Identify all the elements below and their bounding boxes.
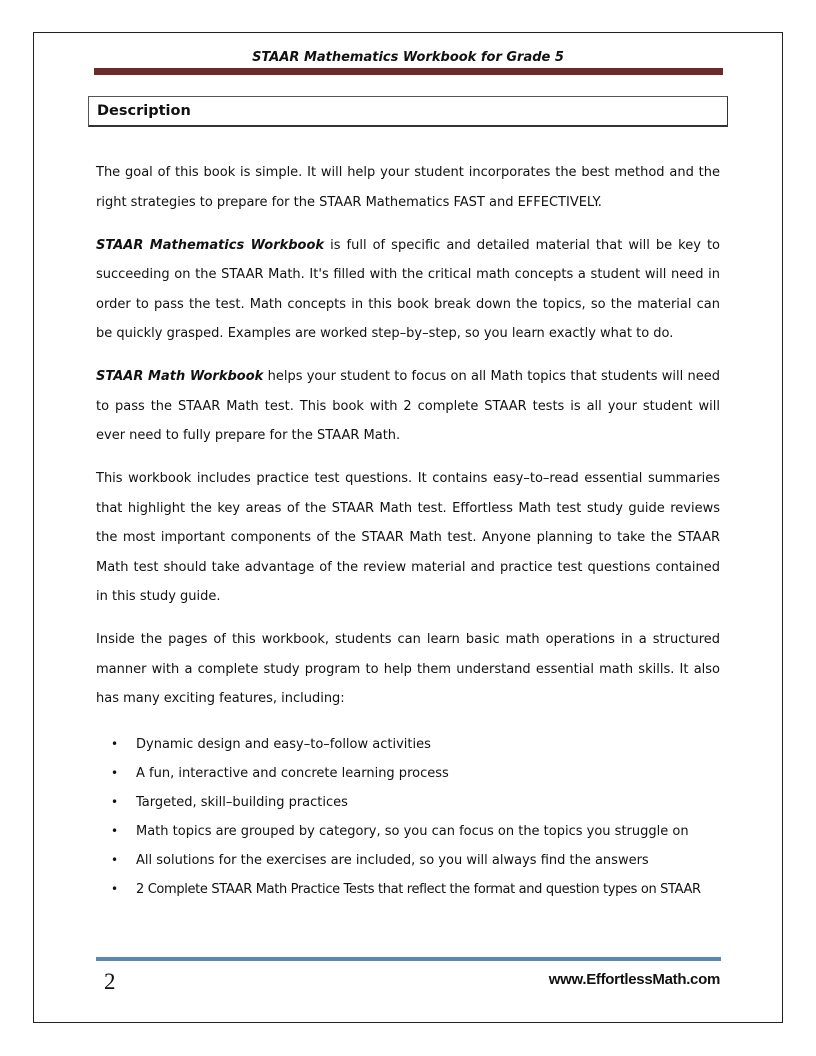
header-rule	[94, 68, 723, 75]
paragraph-intro: The goal of this book is simple. It will help your student incorporates the best method and the right strategies to prepare for the STAAR Mathematics FAST and EFFECTIVELY.	[96, 165, 720, 210]
feature-list	[96, 730, 720, 904]
list-item-text: Math topics are grouped by category, so you can focus on the topics you struggle on	[136, 823, 689, 839]
paragraph-practice-questions: This workbook includes practice test questions. It contains easy–to–read essential summaries that highlight the key areas of the STAAR Math test. Effortless Math test study guide reviews the most important components of the STAAR Math test. Anyone planning to take the STAAR Math test should take advantage of the review material and practice test questions contained in this study guide.	[96, 471, 720, 604]
list-item-text: Targeted, skill–building practices	[136, 794, 348, 810]
list-item	[96, 875, 720, 904]
list-item-text: 2 Complete STAAR Math Practice Tests that reflect the format and question types on STAAR	[136, 881, 701, 897]
list-item-text: A fun, interactive and concrete learning process	[136, 765, 449, 781]
list-item	[96, 846, 720, 875]
page-number: 2	[104, 969, 116, 994]
list-item	[96, 730, 720, 759]
list-item	[96, 759, 720, 788]
bullet-icon: •	[111, 823, 119, 838]
section-title: Description	[97, 103, 191, 119]
emphasis-math-workbook: STAAR Math Workbook	[96, 369, 264, 384]
section-heading-box	[88, 96, 728, 127]
bullet-icon: •	[111, 736, 119, 751]
bullet-icon: •	[111, 794, 119, 809]
paragraph-text: helps your student to focus on all Math topics that students will need to pass the STAAR Math test. This book with 2 complete STAAR tests is all your student will ever need to fully prepare for the STAAR Math.	[96, 369, 721, 443]
paragraph-workbook-overview	[96, 231, 720, 349]
header-title: STAAR Mathematics Workbook for Grade 5	[252, 50, 564, 65]
website-link[interactable]: www.EffortlessMath.com	[548, 971, 720, 988]
paragraph-math-workbook	[96, 362, 720, 451]
bullet-icon: •	[111, 852, 119, 867]
list-item	[96, 817, 720, 846]
description-body	[96, 158, 720, 904]
list-item-text: Dynamic design and easy–to–follow activities	[136, 736, 431, 752]
list-item	[96, 788, 720, 817]
paragraph-text: is full of specific and detailed material that will be key to succeeding on the STAAR Math. It's filled with the critical math concepts a student will need in order to pass the test. Math concepts in this book break down the topics, so the material can be quickly grasped. Examples are worked step–by–step, so you learn exactly what to do.	[96, 237, 721, 341]
footer-rule	[96, 957, 721, 961]
bullet-icon: •	[111, 765, 119, 780]
list-item-text: All solutions for the exercises are included, so you will always find the answers	[136, 852, 649, 868]
paragraph-features-intro: Inside the pages of this workbook, students can learn basic math operations in a structured manner with a complete study program to help them understand essential math skills. It also has many exciting features, including:	[96, 632, 720, 706]
emphasis-workbook-title: STAAR Mathematics Workbook	[96, 237, 325, 253]
bullet-icon: •	[111, 881, 118, 896]
